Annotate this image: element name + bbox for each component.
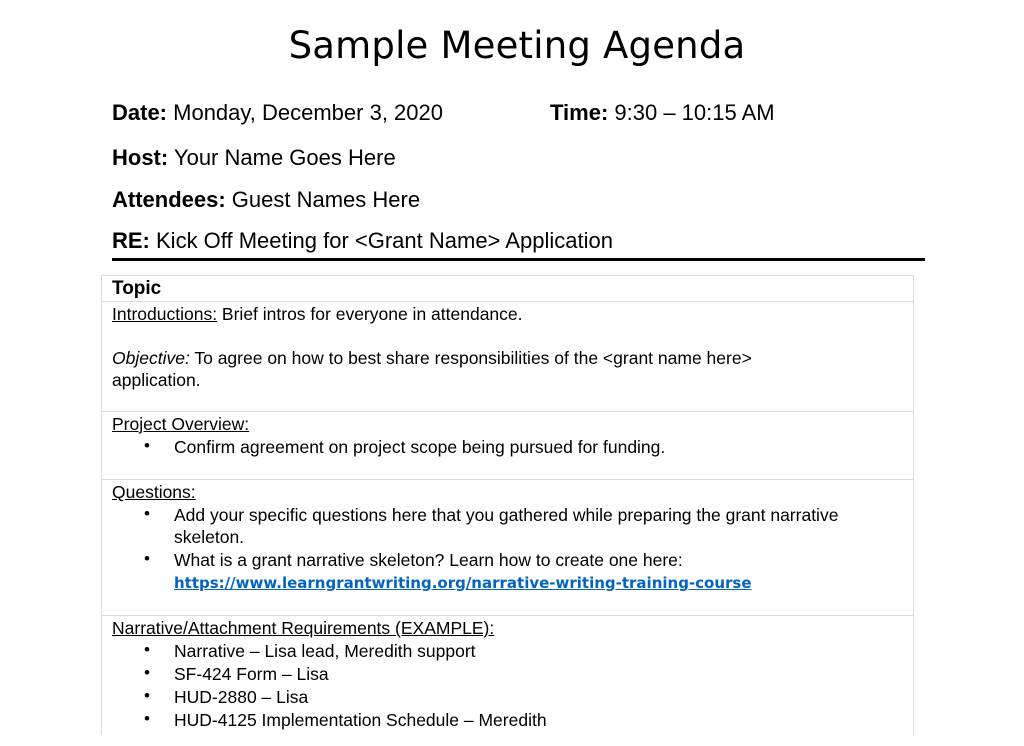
requirement-item: Narrative – Lisa lead, Meredith support	[174, 641, 476, 661]
attendees-value: Guest Names Here	[225, 187, 421, 212]
time-value: 9:30 – 10:15 AM	[608, 100, 775, 125]
bullet-icon: •	[144, 686, 150, 705]
bullet-icon: •	[144, 663, 150, 682]
requirement-item: HUD-4125 Implementation Schedule – Meredith	[174, 710, 547, 730]
objective-text: To agree on how to best share responsibilities of the <grant name here>	[189, 348, 752, 368]
bullet-icon: •	[144, 709, 150, 728]
re-line	[112, 228, 613, 254]
table-header-row	[102, 276, 913, 301]
host-line	[112, 145, 396, 171]
objective-label: Objective:	[112, 348, 190, 368]
host-label: Host:	[112, 145, 169, 170]
date-value: Monday, December 3, 2020	[167, 100, 443, 125]
questions-heading: Questions:	[112, 482, 196, 502]
re-label: RE:	[112, 228, 150, 253]
questions-bullet-2: What is a grant narrative skeleton? Learn how to create one here:	[174, 550, 683, 570]
training-course-link[interactable]: https://www.learngrantwriting.org/narrative-writing-training-course	[174, 574, 752, 592]
agenda-table	[101, 275, 914, 735]
requirement-item: SF-424 Form – Lisa	[174, 664, 329, 684]
overview-bullet: Confirm agreement on project scope being pursued for funding.	[174, 437, 666, 457]
introductions-text: Brief intros for everyone in attendance.	[217, 304, 523, 324]
time-label: Time:	[550, 100, 609, 125]
attendees-line	[112, 187, 420, 213]
bullet-icon: •	[144, 640, 150, 659]
bullet-icon: •	[144, 436, 150, 455]
topic-header: Topic	[112, 278, 162, 299]
table-row-overview	[102, 411, 913, 480]
requirements-heading: Narrative/Attachment Requirements (EXAMPLE):	[112, 618, 495, 638]
date-label: Date:	[112, 100, 168, 125]
bullet-icon: •	[144, 549, 150, 568]
introductions-heading: Introductions:	[112, 304, 218, 324]
date-line	[112, 100, 443, 126]
bullet-icon: •	[144, 504, 150, 523]
questions-bullet-1-continuation: skeleton.	[174, 527, 245, 547]
requirement-item: HUD-2880 – Lisa	[174, 687, 309, 707]
table-row-requirements	[102, 615, 913, 746]
host-value: Your Name Goes Here	[168, 145, 396, 170]
introductions-line	[112, 303, 523, 325]
objective-line	[112, 347, 752, 369]
header-divider	[112, 258, 925, 261]
overview-heading: Project Overview:	[112, 414, 250, 434]
questions-bullet-1: Add your specific questions here that you gathered while preparing the grant narrative	[174, 505, 839, 525]
objective-continuation: application.	[112, 370, 201, 390]
re-value: Kick Off Meeting for <Grant Name> Application	[149, 228, 613, 253]
table-row-questions	[102, 479, 913, 616]
time-line	[550, 100, 775, 126]
page-title: Sample Meeting Agenda	[288, 24, 746, 67]
table-row-introductions	[102, 301, 913, 412]
attendees-label: Attendees:	[112, 187, 226, 212]
